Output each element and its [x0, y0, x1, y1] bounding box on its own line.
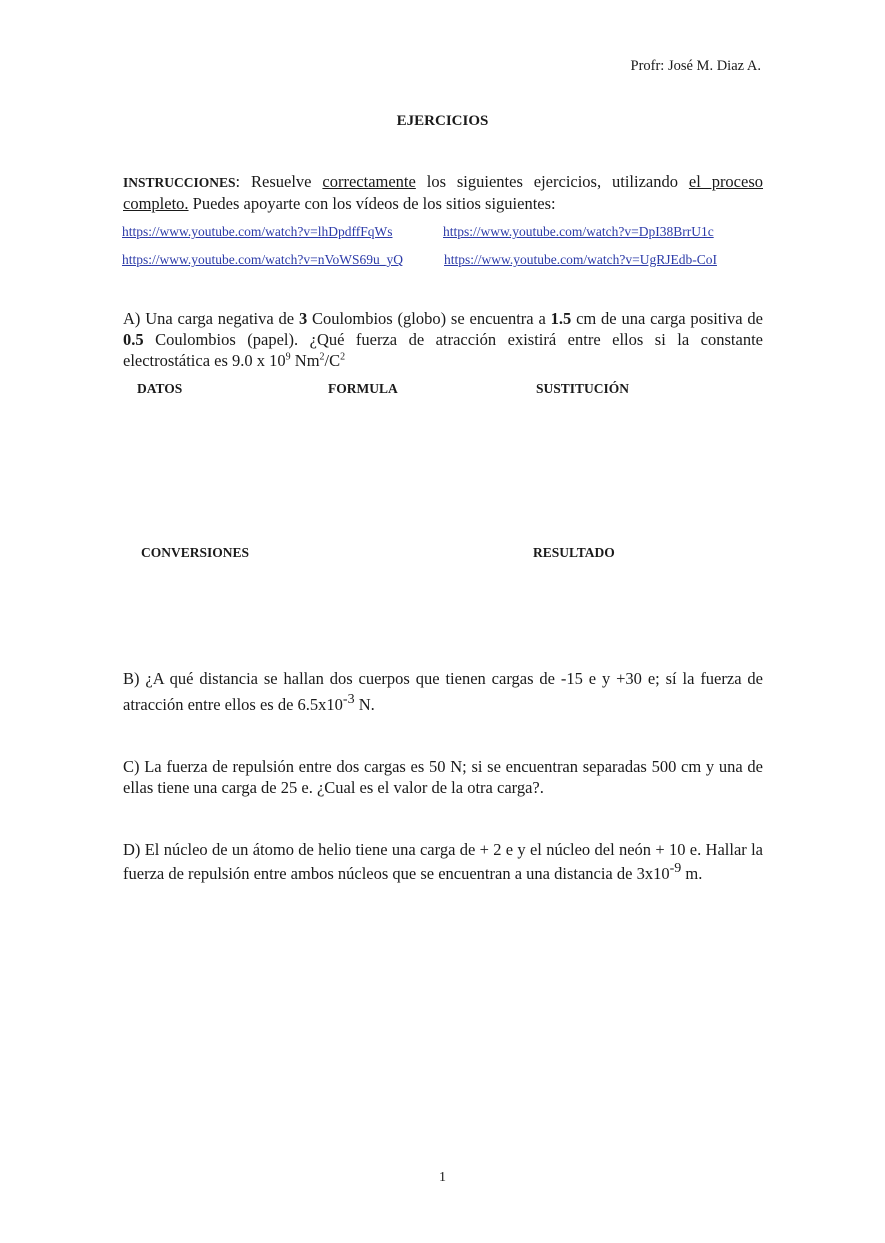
instructions-label: INSTRUCCIONES — [123, 175, 236, 190]
video-link-1[interactable]: https://www.youtube.com/watch?v=lhDpdffFqWs — [122, 224, 393, 239]
exercise-a-text-6: /C — [324, 351, 341, 370]
page-title: EJERCICIOS — [396, 113, 489, 129]
exercise-a-bold-distance: 1.5 — [550, 309, 572, 328]
exercise-a-exponent-1: 9 — [285, 351, 291, 363]
exercise-a-bold-charge: 3 — [298, 309, 308, 328]
video-link-4[interactable]: https://www.youtube.com/watch?v=UgRJEdb-CoI — [444, 252, 717, 267]
instructions-text-2: los siguientes ejercicios, utilizando — [415, 172, 689, 191]
exercise-a-exponent-3: 2 — [340, 351, 346, 363]
exercise-c-text: C) La fuerza de repulsión entre dos cargas es 50 N; si se encuentran separadas 500 cm y una de ellas tiene una carga de 25 e. ¿Cual es el valor de la otra carga?. — [123, 757, 763, 797]
label-sustitucion: SUSTITUCIÓN — [536, 381, 630, 396]
label-datos: DATOS — [137, 381, 183, 396]
page-number: 1 — [439, 1170, 446, 1185]
exercise-a-text-4: Coulombios (papel). ¿Qué fuerza de atracción existirá entre ellos si la constante electrostática es 9.0 x 10 — [123, 330, 763, 370]
instructions-text-1: Resuelve — [240, 172, 323, 191]
exercise-d-exponent: -9 — [669, 861, 682, 876]
exercise-d-text-1: D) El núcleo de un átomo de helio tiene una carga de + 2 e y el núcleo del neón + 10 e. Hallar la fuerza de repulsión entre ambos núcleos que se encuentran a una distancia de 3x10 — [123, 840, 763, 883]
video-link-3[interactable]: https://www.youtube.com/watch?v=nVoWS69u_yQ — [122, 252, 403, 267]
exercise-a-text-1: A) Una carga negativa de — [123, 309, 299, 328]
instructions-colon: : — [235, 172, 241, 191]
exercise-b-text-2: N. — [354, 695, 375, 714]
instructions-underlined-1: correctamente — [322, 172, 416, 191]
exercise-c — [123, 756, 763, 798]
exercise-a-bold-charge-2: 0.5 — [123, 330, 144, 349]
exercise-d — [123, 838, 763, 886]
instructions-underlined-2: el proceso completo. — [123, 172, 764, 213]
author-name: Profr: José M. Diaz A. — [630, 58, 761, 74]
exercise-a-text-3: cm de una carga positiva de — [571, 309, 764, 328]
exercise-a-text-2: Coulombios (globo) se encuentra a — [307, 309, 551, 328]
exercise-b — [123, 666, 763, 718]
exercise-b-exponent: -3 — [342, 692, 355, 707]
instructions-paragraph — [123, 171, 763, 214]
video-link-2[interactable]: https://www.youtube.com/watch?v=DpI38BrrU1c — [443, 224, 714, 239]
exercise-a — [123, 308, 763, 371]
label-formula: FORMULA — [328, 381, 398, 396]
exercise-a-exponent-2: 2 — [319, 351, 325, 363]
label-resultado: RESULTADO — [533, 545, 615, 560]
exercise-a-text-5: Nm — [290, 351, 320, 370]
instructions-text-3: Puedes apoyarte con los vídeos de los sitios siguientes: — [188, 194, 556, 213]
label-conversiones: CONVERSIONES — [141, 545, 250, 560]
exercise-b-text-1: B) ¿A qué distancia se hallan dos cuerpos que tienen cargas de -15 e y +30 e; sí la fuerza de atracción entre ellos es de 6.5x10 — [123, 669, 763, 714]
exercise-d-text-2: m. — [681, 864, 703, 883]
